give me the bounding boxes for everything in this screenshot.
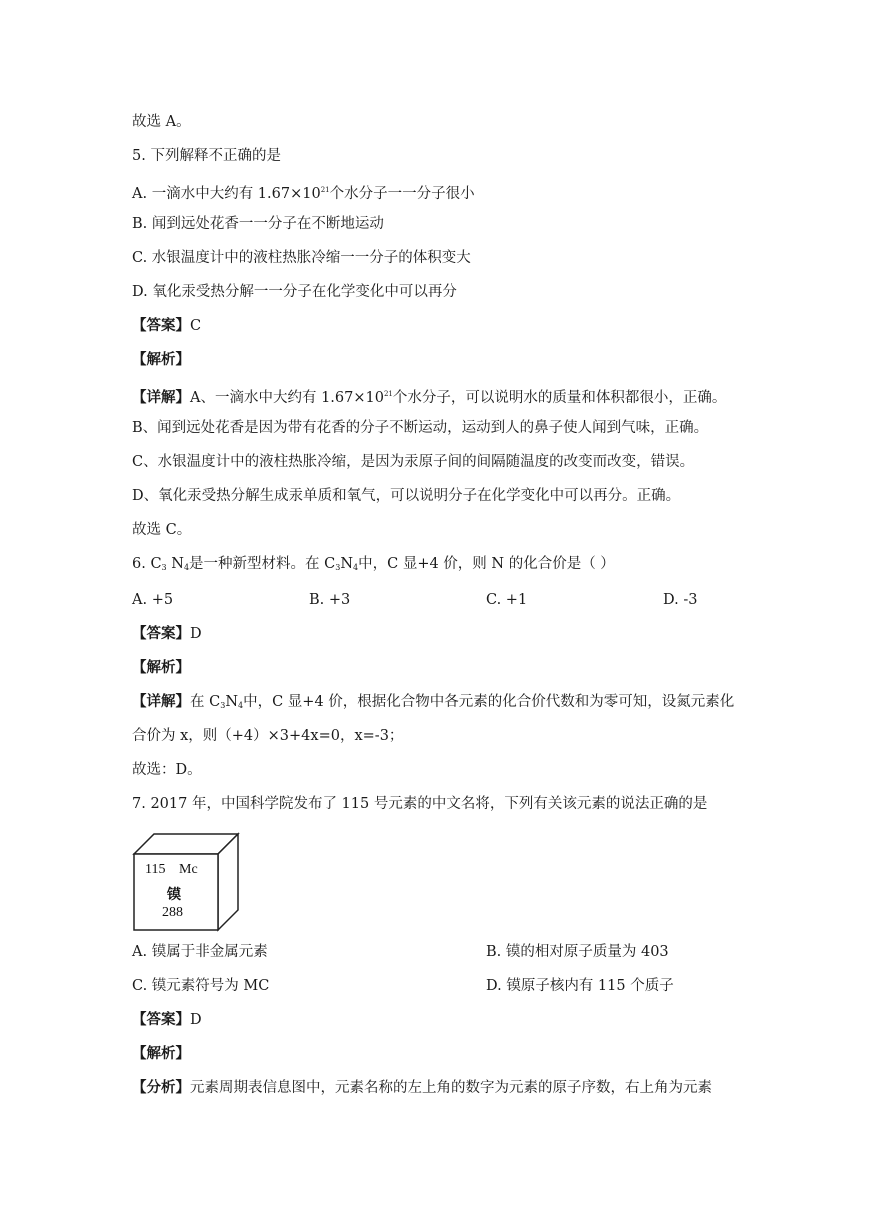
- question-5-conclusion: 故选 C。: [132, 522, 192, 538]
- text: 6. C: [132, 556, 162, 572]
- question-5-answer: [132, 316, 201, 336]
- text: 在 C: [190, 694, 221, 710]
- question-7-option-d: D. 镆原子核内有 115 个质子: [486, 978, 674, 994]
- analysis-tag: 【分析】: [132, 1079, 190, 1096]
- question-6-option-b: B. +3: [309, 592, 351, 608]
- question-6-title: [132, 554, 615, 578]
- text: 中，C 显+4 价，则 N 的化合价是（ ）: [358, 556, 615, 572]
- question-7-analysis-tag: 【解析】: [132, 1045, 190, 1062]
- answer-value: D: [190, 626, 202, 642]
- question-7-title: 7. 2017 年，中国科学院发布了 115 号元素的中文名将，下列有关该元素的说法正确的是: [132, 796, 708, 812]
- text: A. 一滴水中大约有 1.67×10: [132, 186, 321, 202]
- element-cube-drawing: [132, 832, 240, 932]
- text: 中，C 显+4 价，根据化合物中各元素的化合价代数和为零可知，设氮元素化: [243, 694, 735, 710]
- question-5-option-a: [132, 180, 475, 204]
- question-7-answer: [132, 1010, 202, 1030]
- text: N: [340, 556, 354, 572]
- element-name: 镆: [167, 888, 181, 903]
- question-5-analysis-tag: 【解析】: [132, 351, 190, 368]
- question-5-explain-c: C、水银温度计中的液柱热胀冷缩，是因为汞原子间的间隔随温度的改变而改变，错误。: [132, 454, 695, 470]
- text: A、一滴水中大约有 1.67×10: [190, 390, 384, 406]
- text: N: [225, 694, 238, 710]
- question-5-option-c: C. 水银温度计中的液柱热胀冷缩一一分子的体积变大: [132, 250, 471, 266]
- element-symbol: Mc: [179, 862, 198, 877]
- question-5-explain-b: B、闻到远处花香是因为带有花香的分子不断运动，运动到人的鼻子使人闻到气味，正确。: [132, 420, 709, 436]
- superscript: 21: [320, 186, 330, 194]
- answer-tag: 【答案】: [132, 1011, 190, 1028]
- element-number: 115: [145, 862, 166, 877]
- question-7-option-a: A. 镆属于非金属元素: [132, 944, 268, 960]
- text: 元素周期表信息图中，元素名称的左上角的数字为元素的原子序数，右上角为元素: [190, 1080, 712, 1096]
- question-5-title: 5. 下列解释不正确的是: [132, 148, 281, 164]
- subscript: 3: [161, 563, 167, 572]
- subscript: 4: [353, 563, 359, 572]
- question-5-option-d: D. 氧化汞受热分解一一分子在化学变化中可以再分: [132, 284, 457, 300]
- subscript: 4: [183, 563, 190, 572]
- text: 个水分子，可以说明水的质量和体积都很小，正确。: [392, 390, 727, 406]
- element-card-figure: [132, 832, 240, 932]
- superscript: 21: [383, 390, 393, 398]
- question-7-option-c: C. 镆元素符号为 MC: [132, 978, 270, 994]
- answer-value: C: [190, 318, 202, 334]
- question-6-explain-line2: 合价为 x，则（+4）×3+4x=0，x=-3；: [132, 728, 404, 744]
- question-6-analysis-tag: 【解析】: [132, 659, 190, 676]
- subscript: 3: [335, 563, 341, 572]
- question-7-analysis: [132, 1078, 712, 1098]
- element-mass: 288: [162, 905, 183, 920]
- question-6-option-d: D. -3: [663, 592, 698, 608]
- answer-tag: 【答案】: [132, 317, 190, 334]
- text: N: [166, 556, 184, 572]
- answer-tag: 【答案】: [132, 625, 190, 642]
- subscript: 4: [238, 701, 244, 710]
- question-6-answer: [132, 624, 202, 644]
- text: 个水分子一一分子很小: [329, 186, 475, 202]
- explain-tag: 【详解】: [132, 693, 190, 710]
- question-6-option-a: A. +5: [132, 592, 174, 608]
- subscript: 3: [220, 701, 226, 710]
- explain-tag: 【详解】: [132, 389, 190, 406]
- question-7-option-b: B. 镆的相对原子质量为 403: [486, 944, 669, 960]
- text: 是一种新型材料。在 C: [189, 556, 336, 572]
- answer-value: D: [190, 1012, 202, 1028]
- question-5-explain-d: D、氧化汞受热分解生成汞单质和氧气，可以说明分子在化学变化中可以再分。正确。: [132, 488, 681, 504]
- question-5-option-b: B. 闻到远处花香一一分子在不断地运动: [132, 216, 384, 232]
- question-6-conclusion: 故选：D。: [132, 762, 202, 778]
- question-6-option-c: C. +1: [486, 592, 528, 608]
- question-6-explain: [132, 692, 734, 716]
- question-5-explain-a: [132, 384, 726, 408]
- text-line: 故选 A。: [132, 114, 191, 130]
